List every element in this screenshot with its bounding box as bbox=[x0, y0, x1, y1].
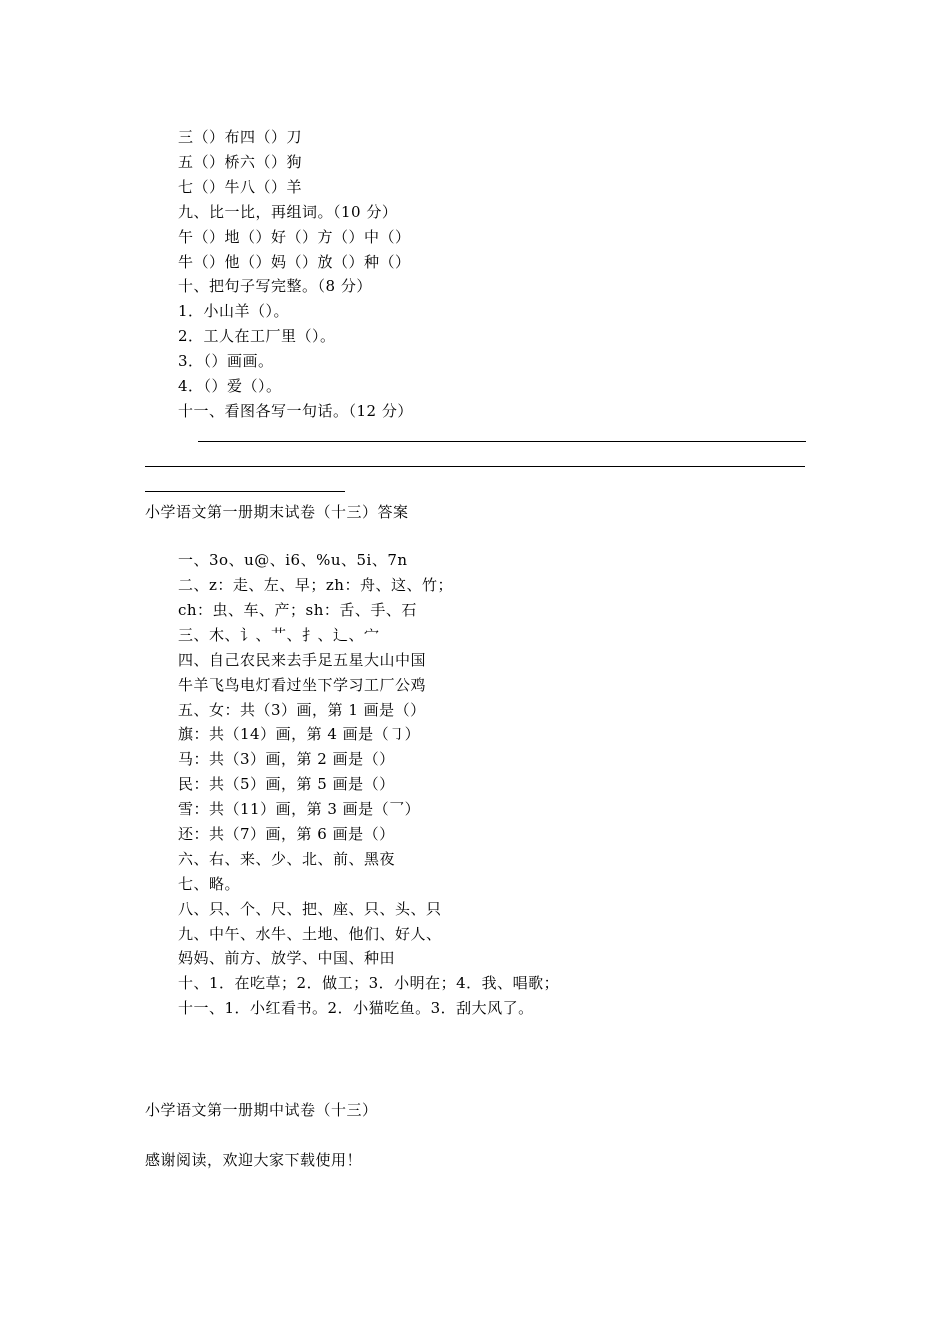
answer-blank-line bbox=[198, 441, 806, 442]
answer-line: 五、女：共（3）画，第 1 画是（） bbox=[178, 701, 426, 719]
answer-line: 一、3o、u@、i6、%u、5i、7n bbox=[178, 551, 408, 569]
question-heading: 九、比一比，再组词。（10 分） bbox=[178, 203, 398, 221]
answer-line: 二、z：走、左、早；zh：舟、这、竹； bbox=[178, 576, 453, 594]
question-line: 牛（）他（）妈（）放（）种（） bbox=[178, 253, 411, 271]
answer-blank-line bbox=[145, 466, 805, 467]
question-line: 三（）布四（）刀 bbox=[178, 128, 303, 146]
question-line: 五（）桥六（）狗 bbox=[178, 153, 303, 171]
answer-line: 还：共（7）画，第 6 画是（） bbox=[178, 825, 395, 843]
answer-line: 雪：共（11）画，第 3 画是（乛） bbox=[178, 800, 421, 818]
answer-line: 旗：共（14）画，第 4 画是（㇆） bbox=[178, 725, 421, 743]
answer-line: 九、中午、水牛、土地、他们、好人、 bbox=[178, 925, 442, 943]
closing-text: 感谢阅读，欢迎大家下载使用！ bbox=[145, 1151, 363, 1169]
answer-line: 八、只、个、尺、把、座、只、头、只 bbox=[178, 900, 442, 918]
answer-line: 四、自己农民来去手足五星大山中国 bbox=[178, 651, 427, 669]
answer-line: 妈妈、前方、放学、中国、种田 bbox=[178, 949, 396, 967]
question-line: 1．小山羊（）。 bbox=[178, 302, 290, 320]
answer-blank-line bbox=[145, 491, 345, 492]
answer-line: ch：虫、车、产；sh：舌、手、石 bbox=[178, 601, 417, 619]
answer-line: 十一、1．小红看书。2．小猫吃鱼。3．刮大风了。 bbox=[178, 999, 534, 1017]
answer-line: 马：共（3）画，第 2 画是（） bbox=[178, 750, 395, 768]
answer-line: 六、右、来、少、北、前、黑夜 bbox=[178, 850, 396, 868]
question-heading: 十一、看图各写一句话。（12 分） bbox=[178, 402, 413, 420]
answer-line: 民：共（5）画，第 5 画是（） bbox=[178, 775, 395, 793]
question-heading: 十、把句子写完整。（8 分） bbox=[178, 277, 372, 295]
answer-line: 十、1．在吃草；2．做工；3．小明在；4．我、唱歌； bbox=[178, 974, 560, 992]
answer-key-title: 小学语文第一册期末试卷（十三）答案 bbox=[145, 503, 409, 521]
question-line: 午（）地（）好（）方（）中（） bbox=[178, 228, 411, 246]
answer-line: 牛羊飞鸟电灯看过坐下学习工厂公鸡 bbox=[178, 676, 427, 694]
answer-line: 七、略。 bbox=[178, 875, 241, 893]
next-paper-title: 小学语文第一册期中试卷（十三） bbox=[145, 1101, 378, 1119]
question-line: 七（）牛八（）羊 bbox=[178, 178, 303, 196]
answer-line: 三、木、讠、艹、扌、辶、宀 bbox=[178, 626, 380, 644]
question-line: 3．（）画画。 bbox=[178, 352, 274, 370]
question-line: 4．（）爱（）。 bbox=[178, 377, 282, 395]
question-line: 2．工人在工厂里（）。 bbox=[178, 327, 336, 345]
